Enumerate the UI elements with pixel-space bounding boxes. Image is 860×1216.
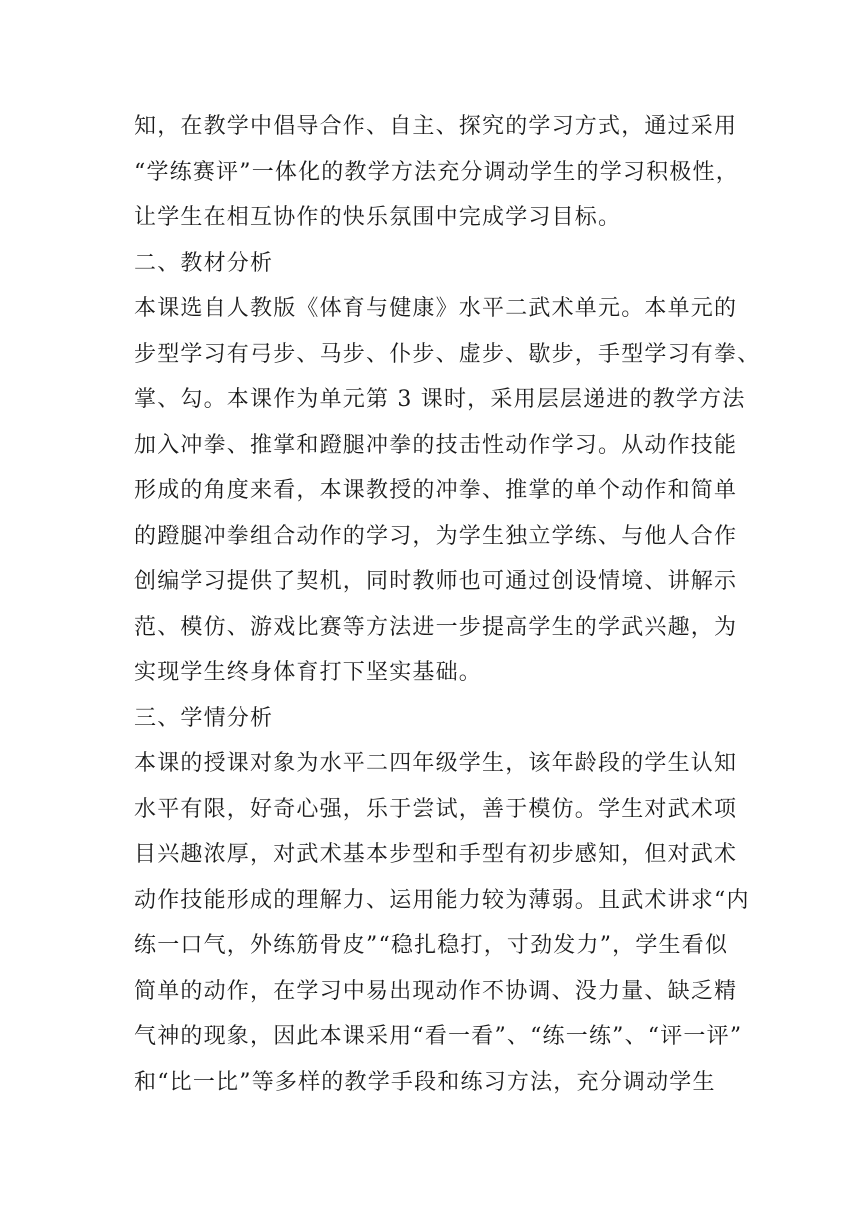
paragraph-line: 掌、勾。本课作为单元第 3 课时，采用层层递进的教学方法	[134, 387, 746, 412]
paragraph-line: 范、模仿、游戏比赛等方法进一步提高学生的学武兴趣，为	[134, 615, 738, 640]
paragraph-line: 的蹬腿冲拳组合动作的学习，为学生独立学练、与他人合作	[134, 524, 738, 549]
paragraph-line: 气神的现象，因此本课采用“看一看”、“练一练”、“评一评”	[134, 1024, 743, 1049]
paragraph-line: 水平有限，好奇心强，乐于尝试，善于模仿。学生对武术项	[134, 797, 738, 822]
paragraph-line: 动作技能形成的理解力、运用能力较为薄弱。且武术讲求“内	[134, 888, 750, 913]
paragraph-line: 知，在教学中倡导合作、自主、探究的学习方式，通过采用	[134, 114, 738, 139]
paragraph-line: 本课的授课对象为水平二四年级学生，该年龄段的学生认知	[134, 751, 738, 776]
paragraph-line: “学练赛评”一体化的教学方法充分调动学生的学习积极性，	[134, 160, 739, 185]
paragraph-line: 本课选自人教版《体育与健康》水平二武术单元。本单元的	[134, 296, 738, 321]
section-heading-learners: 三、学情分析	[134, 706, 274, 731]
section-heading-materials: 二、教材分析	[134, 251, 274, 276]
paragraph-line: 简单的动作，在学习中易出现动作不协调、没力量、缺乏精	[134, 979, 738, 1004]
paragraph-line: 创编学习提供了契机，同时教师也可通过创设情境、讲解示	[134, 569, 738, 594]
paragraph-line: 让学生在相互协作的快乐氛围中完成学习目标。	[134, 205, 622, 230]
paragraph-line: 形成的角度来看，本课教授的冲拳、推掌的单个动作和简单	[134, 478, 738, 503]
paragraph-line: 目兴趣浓厚，对武术基本步型和手型有初步感知，但对武术	[134, 842, 738, 867]
paragraph-line: 练一口气，外练筋骨皮”“稳扎稳打，寸劲发力”，学生看似	[134, 933, 729, 958]
paragraph-line: 实现学生终身体育打下坚实基础。	[134, 660, 483, 685]
paragraph-line: 步型学习有弓步、马步、仆步、虚步、歇步，手型学习有拳、	[134, 342, 761, 367]
paragraph-line: 加入冲拳、推掌和蹬腿冲拳的技击性动作学习。从动作技能	[134, 433, 738, 458]
paragraph-line: 和“比一比”等多样的教学手段和练习方法，充分调动学生	[134, 1070, 716, 1095]
